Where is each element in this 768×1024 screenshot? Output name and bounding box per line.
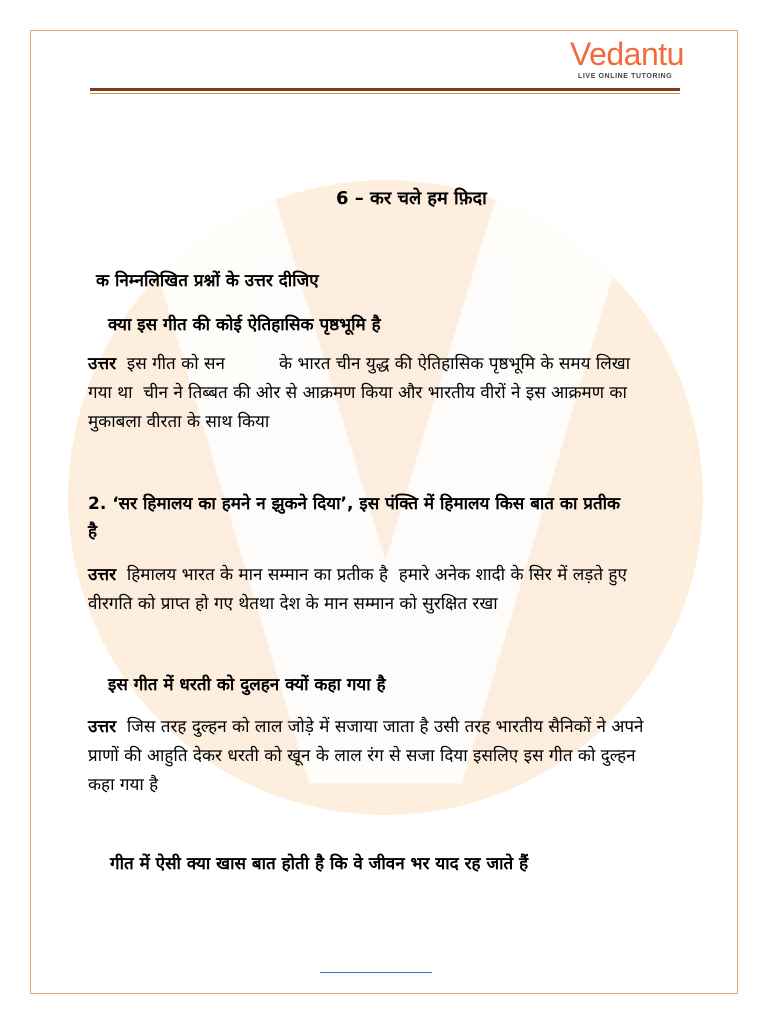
answer-3-line-3: कहा गया है: [88, 775, 159, 795]
footer-link-line: [320, 972, 432, 973]
section-heading: क निम्नलिखित प्रश्नों के उत्तर दीजिए: [96, 271, 319, 291]
answer-3-line-1: [88, 713, 643, 742]
answer-label: उत्तर: [88, 565, 117, 585]
answer-2-line-2: वीरगति को प्राप्त हो गए थेतथा देश के मान सम्मान को सुरक्षित रखा: [88, 594, 498, 614]
answer-text: जिस तरह दुल्हन को लाल जोड़े में सजाया जाता है उसी तरह भारतीय सैनिकों ने अपने: [126, 717, 644, 737]
question-4: गीत में ऐसी क्या खास बात होती है कि वे जीवन भर याद रह जाते हैं: [110, 854, 529, 874]
question-1: क्या इस गीत की कोई ऐतिहासिक पृष्ठभूमि है: [108, 315, 381, 335]
logo-tagline: LIVE ONLINE TUTORING: [578, 73, 673, 80]
answer-2-line-1: [88, 561, 627, 590]
answer-label: उत्तर: [88, 354, 117, 374]
answer-label: उत्तर: [88, 717, 117, 737]
page-title: 6 – कर चले हम फ़िदा: [336, 188, 487, 209]
question-2-line-2: है: [88, 522, 98, 542]
question-2: 2. ‘सर हिमालय का हमने न झुकने दिया’, इस पंक्ति में हिमालय किस बात का प्रतीक: [88, 494, 621, 514]
logo-brand: Vedantu: [570, 36, 684, 72]
answer-text: हिमालय भारत के मान सम्मान का प्रतीक है हमारे अनेक शादी के सिर में लड़ते हुए: [126, 565, 627, 585]
question-3: इस गीत में धरती को दुलहन क्यों कहा गया है: [108, 675, 386, 695]
answer-1-line-3: मुकाबला वीरता के साथ किया: [88, 412, 270, 432]
answer-3-line-2: प्राणों की आहुति देकर धरती को खून के लाल रंग से सजा दिया इसलिए इस गीत को दुल्हन: [88, 746, 636, 766]
answer-1-line-1: [88, 350, 630, 379]
answer-1-line-2: गया था चीन ने तिब्बत की ओर से आक्रमण किया और भारतीय वीरों ने इस आक्रमण का: [88, 383, 627, 403]
answer-text: इस गीत को सन के भारत चीन युद्ध की ऐतिहासिक पृष्ठभूमि के समय लिखा: [126, 354, 631, 374]
